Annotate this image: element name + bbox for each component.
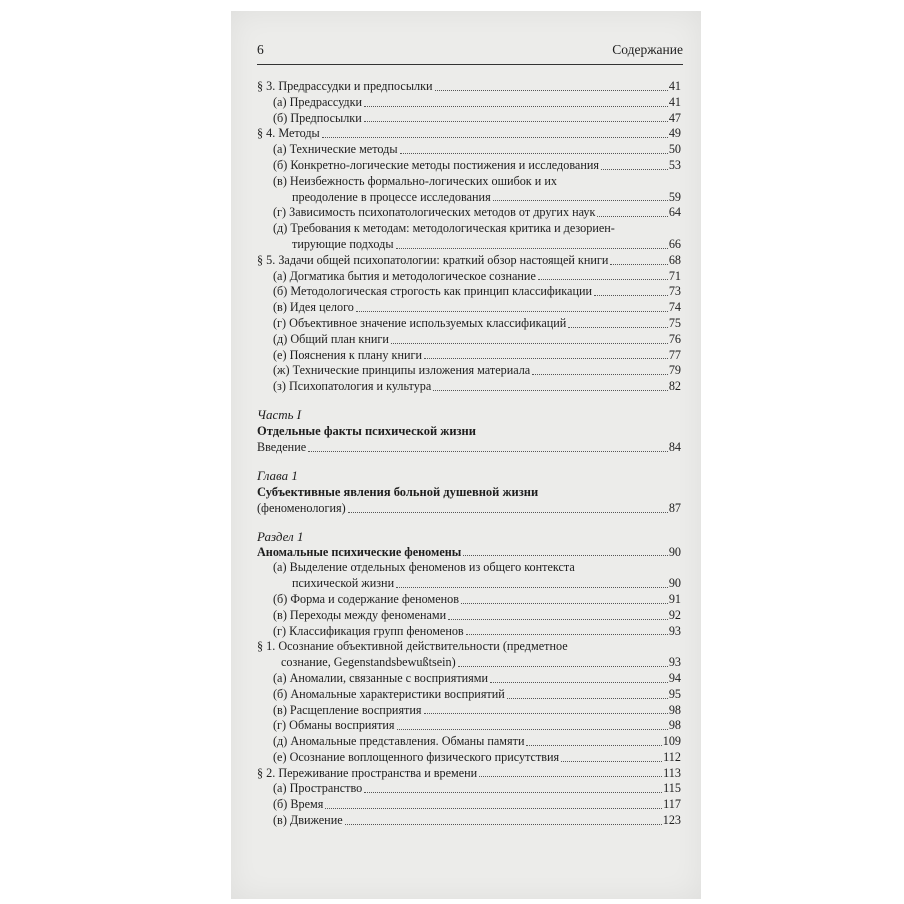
toc-entry: преодоление в процессе исследования 59 [292, 189, 681, 204]
toc-entry: (д) Общий план книги 76 [273, 331, 681, 346]
toc-entry: тирующие подходы 66 [292, 236, 681, 251]
chapter-title: Субъективные явления больной душевной жизни [257, 484, 539, 499]
toc-entry: (феноменология) 87 [257, 500, 681, 515]
section-label: Раздел 1 [257, 528, 304, 544]
part-label: Часть I [257, 406, 302, 422]
toc-entry: (г) Обманы восприятия 98 [273, 718, 681, 733]
toc-entry: (а) Предрассудки 41 [273, 94, 681, 109]
toc-entry: § 5. Задачи общей психопатологии: краткий обзор настоящей книги 68 [257, 252, 681, 267]
toc-entry-line: (д) Требования к методам: методологическая критика и дезориен- [273, 221, 615, 236]
toc-entry: § 3. Предрассудки и предпосылки 41 [257, 79, 681, 93]
running-title: Содержание [612, 42, 683, 57]
table-of-contents [257, 79, 681, 829]
toc-entry: (ж) Технические принципы изложения материала 79 [273, 363, 681, 378]
page-header [257, 42, 683, 60]
toc-entry: Введение 84 [257, 439, 681, 454]
toc-entry: (а) Догматика бытия и методологическое сознание 71 [273, 268, 681, 283]
toc-entry: (в) Переходы между феноменами 92 [273, 607, 681, 622]
toc-entry: (е) Пояснения к плану книги 77 [273, 347, 681, 362]
chapter-label: Глава 1 [257, 467, 298, 483]
toc-entry: психической жизни 90 [292, 576, 681, 591]
toc-entry-line: (в) Неизбежность формально-логических ошибок и их [273, 173, 557, 188]
toc-entry: (з) Психопатология и культура 82 [273, 379, 681, 394]
page-number: 6 [257, 42, 264, 57]
toc-entry: (в) Идея целого 74 [273, 300, 681, 315]
toc-entry: (г) Объективное значение используемых классификаций 75 [273, 315, 681, 330]
toc-entry: (в) Движение 123 [273, 813, 681, 828]
toc-entry: (д) Аномальные представления. Обманы памяти 109 [273, 734, 681, 749]
toc-entry: (в) Расщепление восприятия 98 [273, 702, 681, 717]
toc-entry: (г) Классификация групп феноменов 93 [273, 623, 681, 638]
toc-entry: (г) Зависимость психопатологических методов от других наук 64 [273, 205, 681, 220]
toc-entry: § 2. Переживание пространства и времени 113 [257, 765, 681, 780]
toc-entry: § 4. Методы 49 [257, 126, 681, 141]
toc-entry: (б) Форма и содержание феноменов 91 [273, 591, 681, 606]
toc-entry: (б) Аномальные характеристики восприятий 95 [273, 686, 681, 701]
toc-entry: (е) Осознание воплощенного физического присутствия 112 [273, 749, 681, 764]
toc-entry: (б) Конкретно-логические методы постижения и исследования 53 [273, 157, 681, 172]
toc-entry: (б) Время 117 [273, 797, 681, 812]
header-rule [257, 64, 683, 65]
toc-entry: (а) Пространство 115 [273, 781, 681, 796]
toc-entry: сознание, Gegenstandsbewußtsein) 93 [281, 655, 681, 670]
toc-entry: (б) Методологическая строгость как принцип классификации 73 [273, 284, 681, 299]
toc-entry-line: § 1. Осознание объективной действительности (предметное [257, 639, 568, 654]
toc-entry: (а) Технические методы 50 [273, 142, 681, 157]
toc-entry: (а) Аномалии, связанные с восприятиями 94 [273, 670, 681, 685]
toc-entry-line: (а) Выделение отдельных феноменов из общего контекста [273, 560, 575, 575]
toc-entry: Аномальные психические феномены 90 [257, 544, 681, 559]
toc-entry: (б) Предпосылки 47 [273, 110, 681, 125]
part-title: Отдельные факты психической жизни [257, 423, 476, 438]
